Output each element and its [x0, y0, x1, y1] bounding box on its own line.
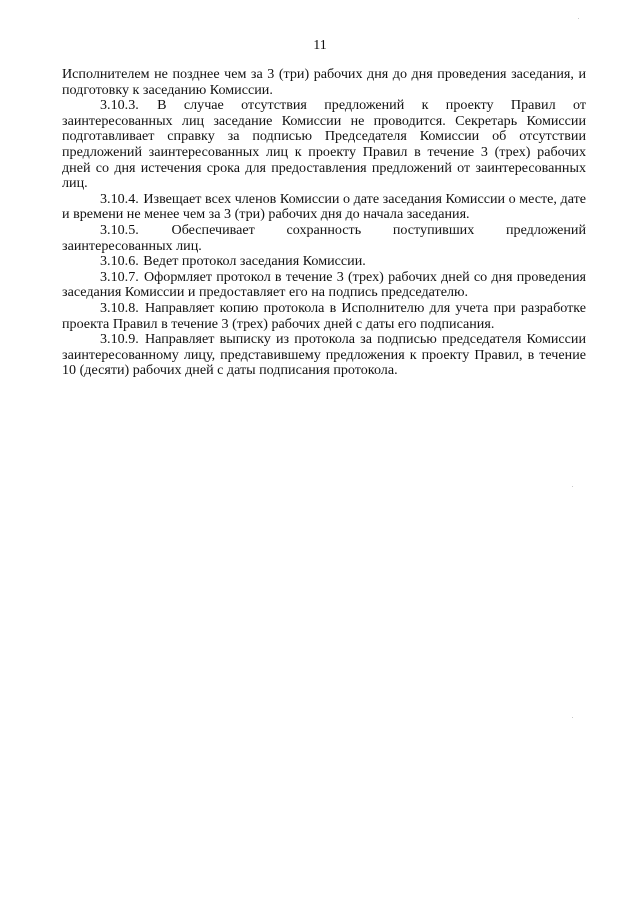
document-body: [62, 67, 586, 379]
paragraph-3-10-5: [62, 223, 586, 254]
paragraph-number: 3.10.5.: [100, 221, 139, 238]
paragraph-number: 3.10.4.: [100, 190, 139, 207]
paragraph-number: 3.10.3.: [100, 97, 139, 114]
paragraph-text: Ведет протокол заседания Комиссии.: [143, 253, 366, 270]
paragraph-text: Оформляет протокол в течение 3 (трех) рабочих дней со дня проведения заседания Комиссии и предоставляет его на подпись председателю.: [62, 268, 587, 301]
paragraph-continuation: [62, 67, 586, 98]
paragraph-3-10-3: [62, 98, 586, 192]
scan-speck: [572, 486, 573, 487]
scan-speck: [578, 18, 579, 19]
scan-speck: [572, 717, 573, 718]
paragraph-text: Исполнителем не позднее чем за 3 (три) рабочих дня до дня проведения заседания, и подготовку к заседанию Комиссии.: [62, 66, 586, 98]
paragraph-3-10-4: [62, 192, 586, 223]
page-number: 11: [313, 38, 327, 53]
paragraph-number: 3.10.7.: [100, 268, 139, 285]
paragraph-text: Направляет выписку из протокола за подписью председателя Комиссии заинтересованному лицу, представившему предложения к проекту Правил, в течение 10 (десяти) рабочих дней с даты подписания протокола.: [62, 331, 587, 379]
paragraph-number: 3.10.8.: [100, 299, 139, 316]
paragraph-number: 3.10.9.: [100, 331, 139, 348]
paragraph-number: 3.10.6.: [100, 253, 139, 270]
paragraph-text: Направляет копию протокола в Исполнителю для учета при разработке проекта Правил в течение 3 (трех) рабочих дней с даты его подписания.: [62, 299, 587, 332]
paragraph-3-10-6: [62, 254, 586, 270]
paragraph-3-10-8: [62, 301, 586, 332]
paragraph-text: Извещает всех членов Комиссии о дате заседания Комиссии о месте, дате и времени не менее чем за 3 (три) рабочих дня до начала заседания.: [62, 190, 586, 223]
paragraph-text: Обеспечивает сохранность поступивших предложений заинтересованных лиц.: [62, 221, 586, 254]
paragraph-3-10-7: [62, 270, 586, 301]
paragraph-text: В случае отсутствия предложений к проекту Правил от заинтересованных лиц заседание Комиссии не проводится. Секретарь Комиссии подготавливает справку за подписью Председателя Комиссии об отсутствии предложений заинтересованных лиц к проекту Правил в течение 3 (трех) рабочих дней со дня истечения срока для предоставления предложений от заинтересованных лиц.: [62, 97, 586, 192]
paragraph-3-10-9: [62, 332, 586, 379]
